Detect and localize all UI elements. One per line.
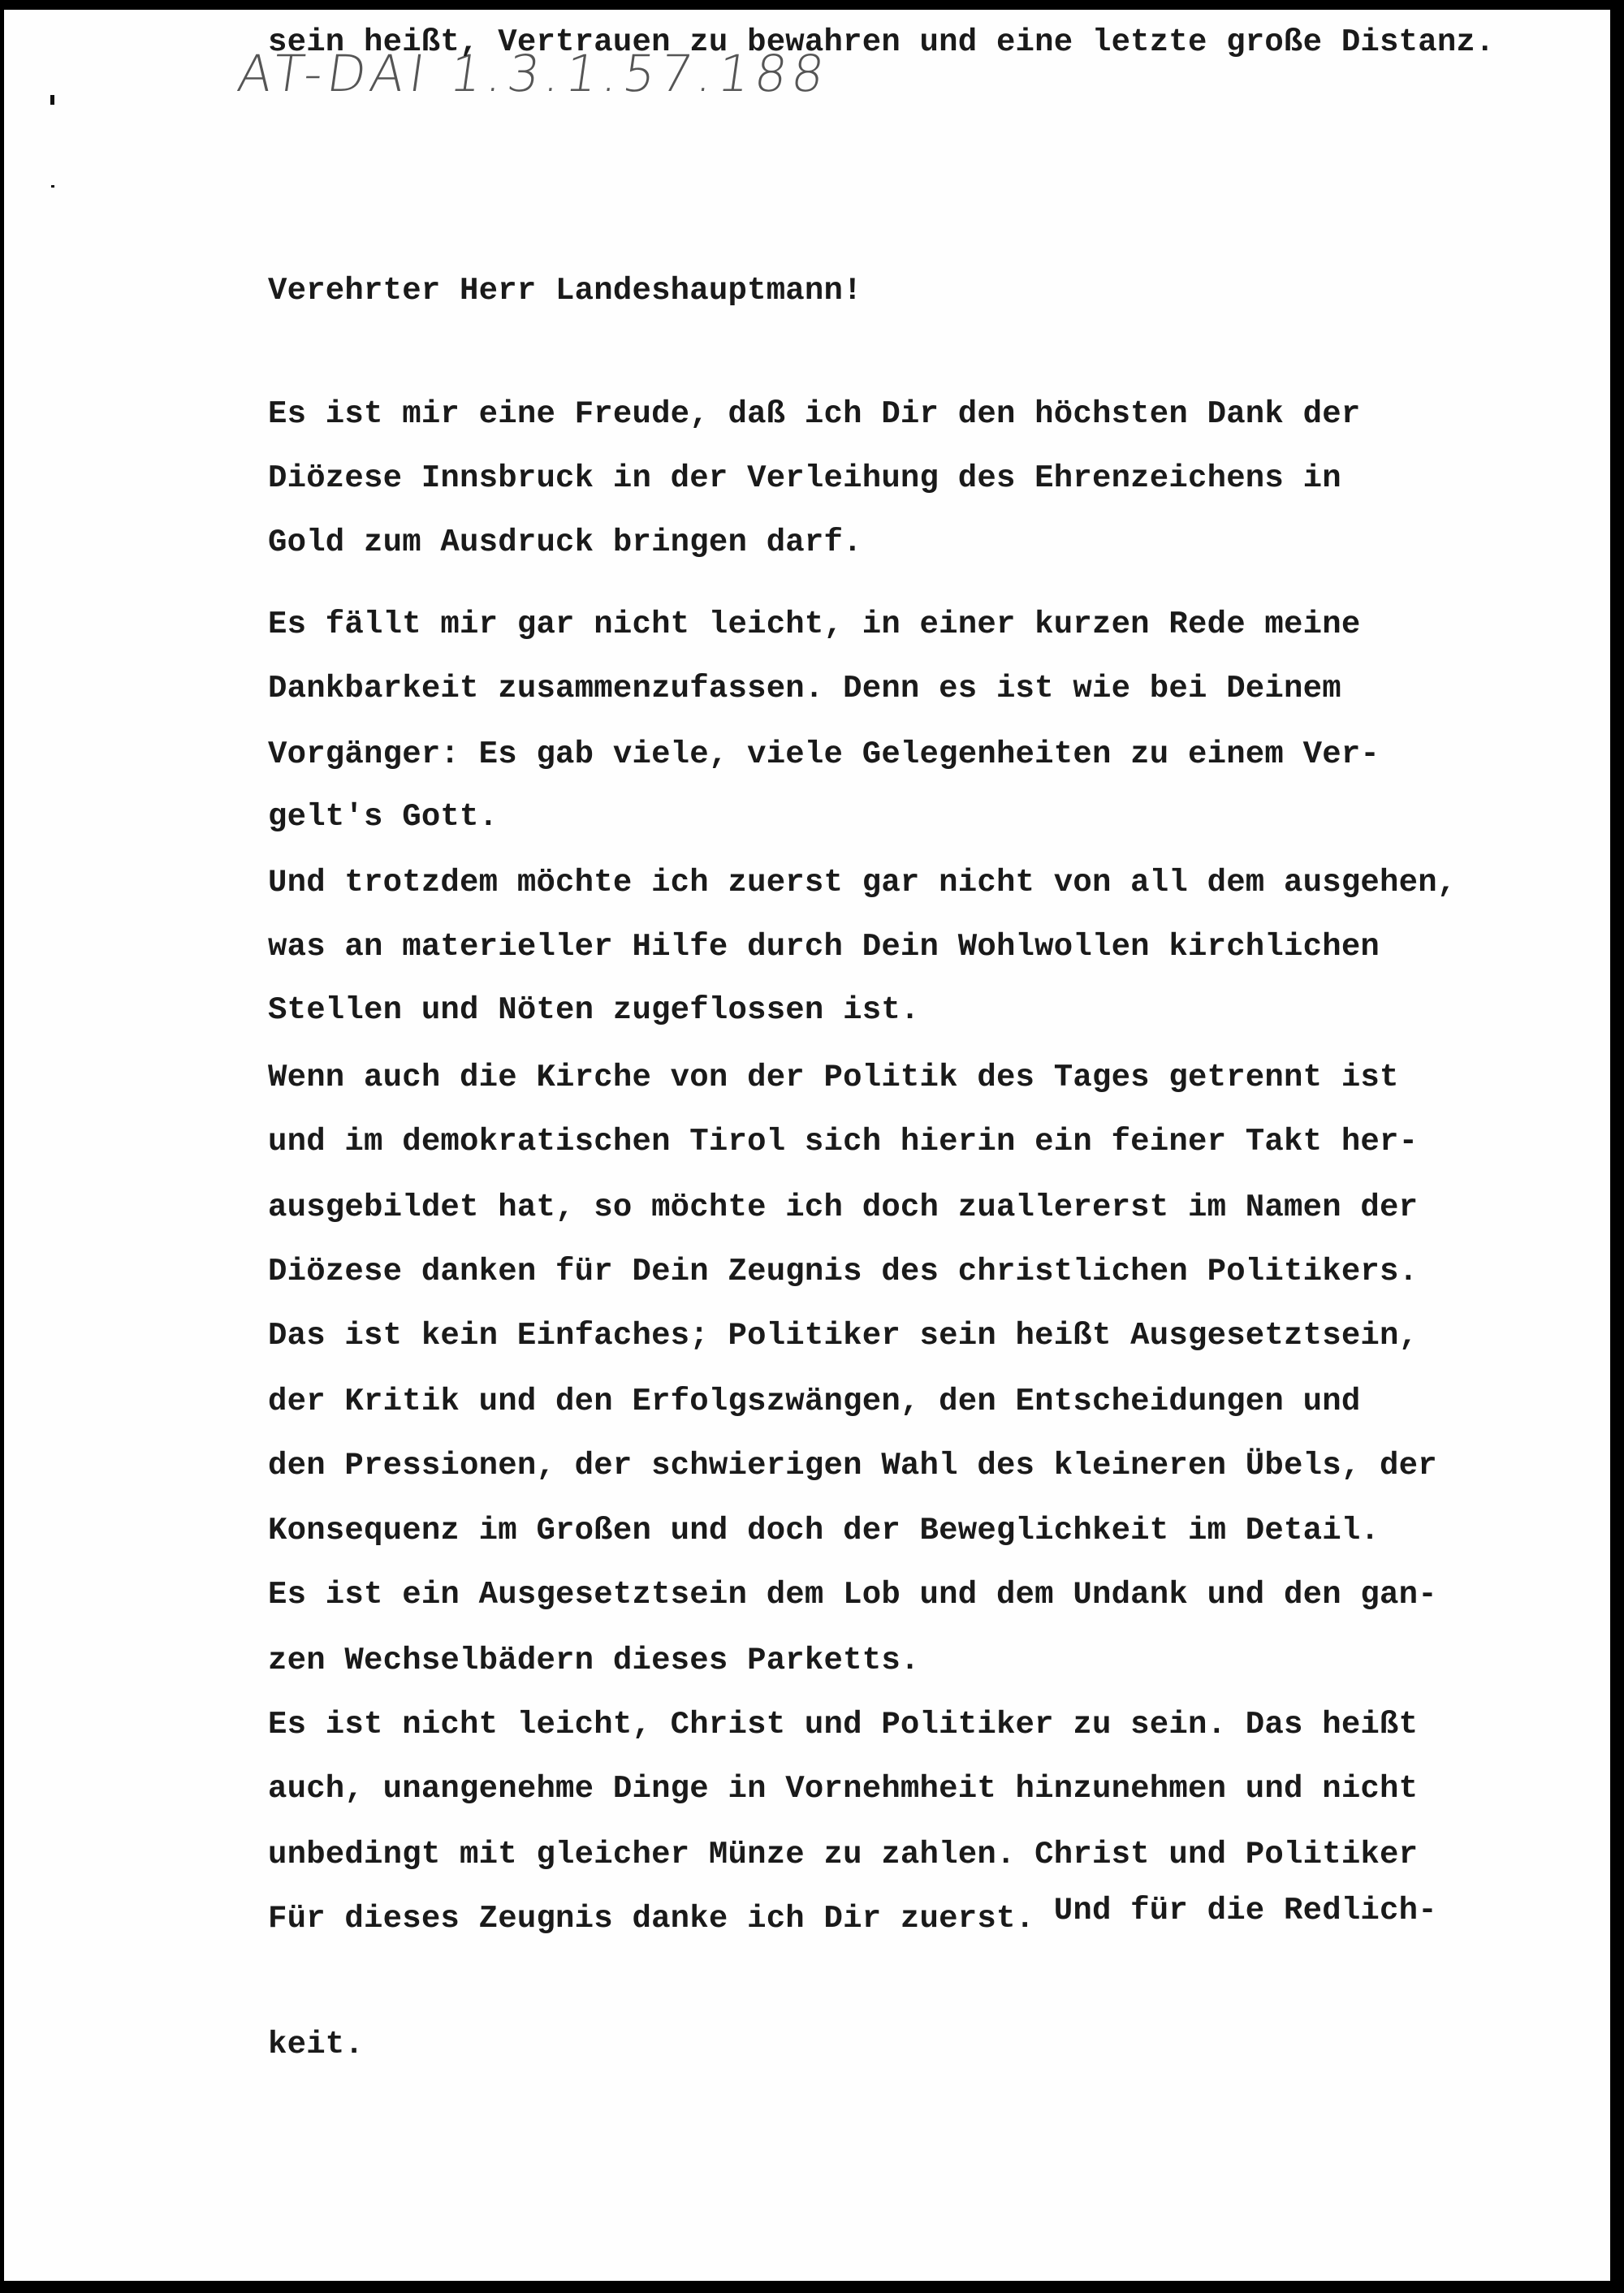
text-line: Gold zum Ausdruck bringen darf. <box>268 525 862 560</box>
text-line: keit. <box>268 2027 365 2062</box>
text-segment: Für dieses Zeugnis danke ich Dir zuerst. <box>268 1901 1054 1937</box>
text-line: unbedingt mit gleicher Münze zu zahlen. Christ und Politiker <box>268 1837 1419 1872</box>
text-line: Diözese Innsbruck in der Verleihung des Ehrenzeichens in <box>268 460 1341 496</box>
text-line: Es ist nicht leicht, Christ und Politiker zu sein. Das heißt <box>268 1707 1419 1742</box>
text-line: den Pressionen, der schwierigen Wahl des kleineren Übels, der <box>268 1448 1437 1483</box>
archive-signature: AT-DAI 1.3.1.57.188 <box>233 44 833 103</box>
text-line: sein heißt, Vertrauen zu bewahren und eine letzte große Distanz. <box>268 24 1495 60</box>
text-line: was an materieller Hilfe durch Dein Wohlwollen kirchlichen <box>268 929 1380 965</box>
text-line <box>268 1886 1437 1951</box>
document-page <box>4 10 1610 2281</box>
salutation: Verehrter Herr Landeshauptmann! <box>268 273 862 309</box>
text-line: gelt's Gott. <box>268 799 499 835</box>
text-line: Es ist mir eine Freude, daß ich Dir den höchsten Dank der <box>268 396 1361 432</box>
text-line: Stellen und Nöten zugeflossen ist. <box>268 992 920 1028</box>
text-line: Dankbarkeit zusammenzufassen. Denn es ist wie bei Deinem <box>268 671 1341 706</box>
text-line: Es ist ein Ausgesetztsein dem Lob und dem Undank und den gan- <box>268 1577 1437 1613</box>
punch-mark <box>50 95 54 105</box>
text-line: Das ist kein Einfaches; Politiker sein heißt Ausgesetztsein, <box>268 1318 1419 1354</box>
text-line: zen Wechselbädern dieses Parketts. <box>268 1643 920 1678</box>
text-line: Diözese danken für Dein Zeugnis des christlichen Politikers. <box>268 1254 1419 1289</box>
text-line: ausgebildet hat, so möchte ich doch zuallererst im Namen der <box>268 1190 1419 1225</box>
text-line: Es fällt mir gar nicht leicht, in einer kurzen Rede meine <box>268 607 1361 642</box>
text-line: und im demokratischen Tirol sich hierin ein feiner Takt her- <box>268 1124 1419 1159</box>
text-line: auch, unangenehme Dinge in Vornehmheit hinzunehmen und nicht <box>268 1771 1419 1807</box>
text-line: Wenn auch die Kirche von der Politik des Tages getrennt ist <box>268 1060 1399 1095</box>
text-line: Und trotzdem möchte ich zuerst gar nicht von all dem ausgehen, <box>268 865 1457 900</box>
text-segment: Und für die Redlich- <box>1053 1893 1437 1928</box>
punch-mark <box>51 185 54 188</box>
text-line: Vorgänger: Es gab viele, viele Gelegenheiten zu einem Ver- <box>268 736 1380 772</box>
text-line: Konsequenz im Großen und doch der Beweglichkeit im Detail. <box>268 1513 1380 1548</box>
text-line: der Kritik und den Erfolgszwängen, den Entscheidungen und <box>268 1384 1361 1419</box>
